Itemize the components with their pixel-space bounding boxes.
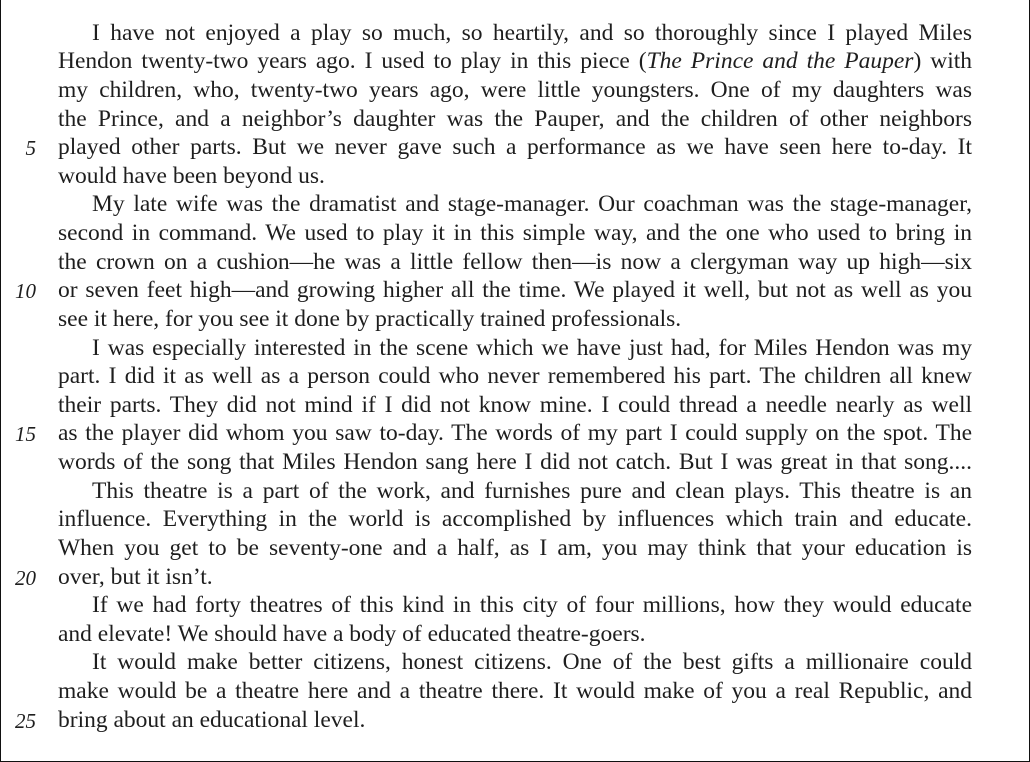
line-text: as the player did whom you saw to-day. The words of my part I could supply on the spot. The bbox=[58, 420, 972, 447]
line-text: and elevate! We should have a body of educated theatre-goers. bbox=[58, 620, 646, 647]
text-line bbox=[1, 391, 1027, 420]
text-line bbox=[1, 362, 1027, 391]
text-line bbox=[1, 276, 1027, 305]
text-line bbox=[1, 190, 1027, 219]
text-line bbox=[1, 47, 1027, 76]
line-text: influence. Everything in the world is accomplished by influences which train and educate. bbox=[58, 506, 972, 533]
line-text: the crown on a cushion—he was a little fellow then—is now a clergyman way up high—six bbox=[58, 248, 972, 275]
line-text: played other parts. But we never gave such a performance as we have seen here to-day. It bbox=[58, 134, 972, 161]
text-line bbox=[1, 248, 1027, 277]
line-number: 5 bbox=[25, 136, 36, 161]
text-line bbox=[1, 477, 1027, 506]
text-line bbox=[1, 591, 1027, 620]
text-line bbox=[1, 305, 1027, 334]
line-text: my children, who, twenty-two years ago, were little youngsters. One of my daughters was bbox=[58, 76, 972, 103]
line-number: 10 bbox=[15, 279, 36, 304]
line-text: I was especially interested in the scene which we have just had, for Miles Hendon was my bbox=[92, 334, 972, 361]
paragraph bbox=[1, 648, 1027, 734]
text-line bbox=[1, 419, 1027, 448]
line-number: 20 bbox=[15, 565, 36, 590]
line-text: would have been beyond us. bbox=[58, 162, 325, 189]
italic-title: The Prince and the Pauper bbox=[646, 48, 914, 75]
text-line bbox=[1, 677, 1027, 706]
line-text: see it here, for you see it done by practically trained professionals. bbox=[58, 305, 682, 332]
line-text: the Prince, and a neighbor’s daughter was the Pauper, and the children of other neighbors bbox=[58, 105, 972, 132]
text-line bbox=[1, 505, 1027, 534]
paragraph bbox=[1, 591, 1027, 648]
line-text: When you get to be seventy-one and a half, as I am, you may think that your education is bbox=[58, 534, 972, 561]
line-text: It would make better citizens, honest citizens. One of the best gifts a millionaire could bbox=[92, 649, 972, 676]
text-line bbox=[1, 620, 1027, 649]
text-line bbox=[1, 334, 1027, 363]
line-number: 15 bbox=[15, 422, 36, 447]
line-text: second in command. We used to play it in this simple way, and the one who used to bring in bbox=[58, 220, 972, 247]
line-text-segment: ) with bbox=[913, 48, 973, 75]
text-line bbox=[1, 563, 1027, 592]
line-text: over, but it isn’t. bbox=[58, 563, 213, 590]
paragraph bbox=[1, 334, 1027, 477]
text-line bbox=[1, 19, 1027, 48]
line-text: This theatre is a part of the work, and furnishes pure and clean plays. This theatre is an bbox=[92, 477, 972, 504]
text-line bbox=[1, 133, 1027, 162]
line-text: I have not enjoyed a play so much, so heartily, and so thoroughly since I played Miles bbox=[92, 19, 972, 46]
text-line bbox=[1, 76, 1027, 105]
line-text: their parts. They did not mind if I did not know mine. I could thread a needle nearly as well bbox=[58, 391, 972, 418]
passage bbox=[1, 19, 1027, 735]
text-line bbox=[1, 648, 1027, 677]
line-text: bring about an educational level. bbox=[58, 706, 366, 733]
line-text bbox=[58, 47, 972, 76]
line-text: or seven feet high—and growing higher all the time. We played it well, but not as well as you bbox=[58, 277, 972, 304]
text-line bbox=[1, 706, 1027, 735]
line-text: words of the song that Miles Hendon sang here I did not catch. But I was great in that song.... bbox=[58, 449, 972, 476]
text-line bbox=[1, 219, 1027, 248]
paragraph bbox=[1, 19, 1027, 191]
line-text: make would be a theatre here and a theatre there. It would make of you a real Republic, and bbox=[58, 678, 972, 705]
line-text: My late wife was the dramatist and stage-manager. Our coachman was the stage-manager, bbox=[92, 191, 972, 218]
text-line bbox=[1, 105, 1027, 134]
line-text-segment: Hendon twenty-two years ago. I used to play in this piece ( bbox=[58, 48, 647, 75]
text-line bbox=[1, 162, 1027, 191]
paragraph bbox=[1, 477, 1027, 592]
paragraph bbox=[1, 190, 1027, 333]
line-text: If we had forty theatres of this kind in this city of four millions, how they would educate bbox=[92, 592, 972, 619]
text-line bbox=[1, 534, 1027, 563]
line-text: part. I did it as well as a person could who never remembered his part. The children all knew bbox=[58, 363, 972, 390]
line-number: 25 bbox=[15, 708, 36, 733]
text-line bbox=[1, 448, 1027, 477]
